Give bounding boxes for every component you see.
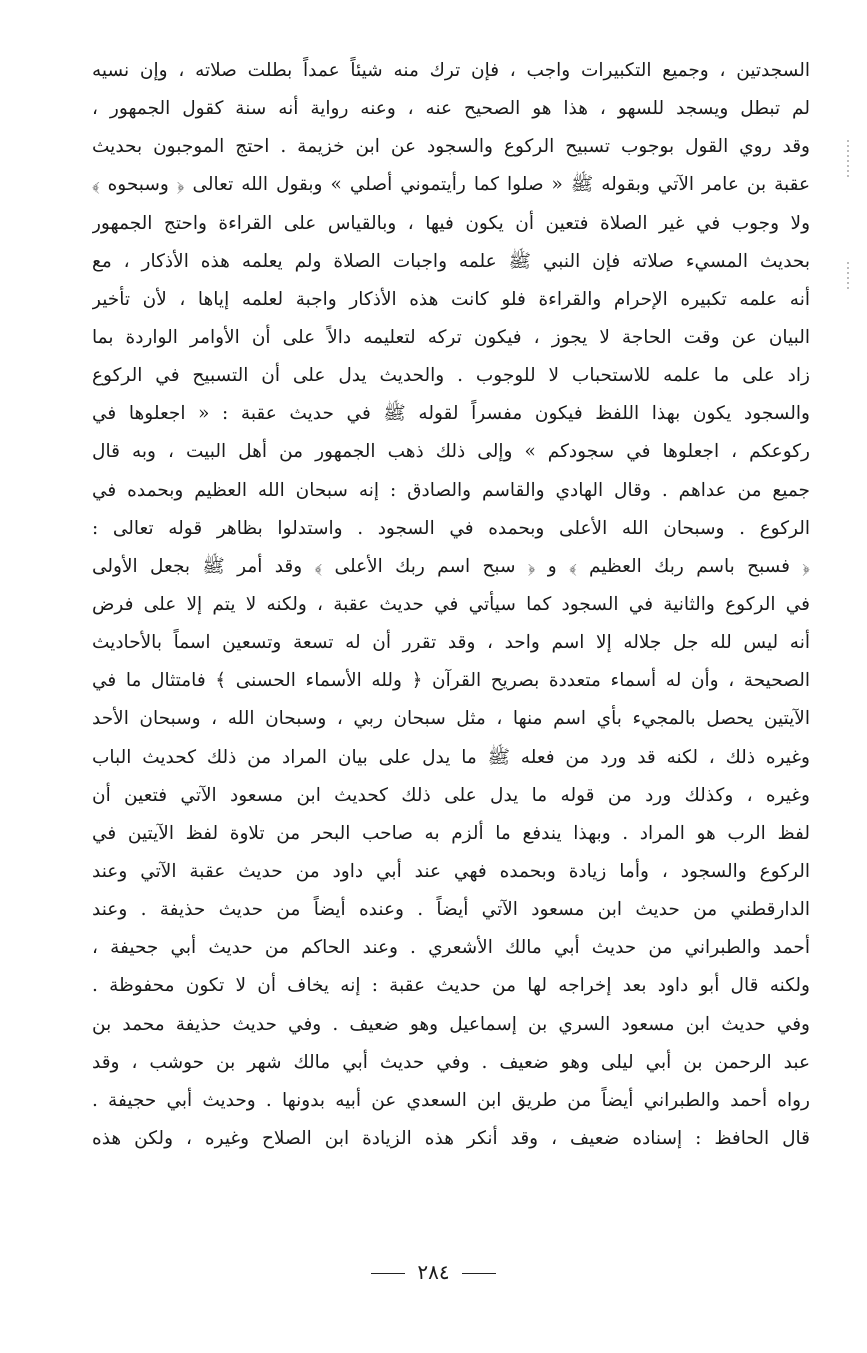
text-line: البيان عن وقت الحاجة لا يجوز ، فيكون تركه لتعليمه دالاً على أن الأوامر الواردة بما <box>92 326 810 348</box>
text-line: لفظ الرب هو المراد . وبهذا يندفع ما ألزم به صاحب البحر من تلاوة لفظ الآيتين في <box>92 822 810 844</box>
text-line: قال الحافظ : إسناده ضعيف ، وقد أنكر هذه الزيادة ابن الصلاح وغيره ، ولكن هذه <box>92 1127 810 1149</box>
page-number-dash <box>371 1273 405 1274</box>
body-text <box>92 52 810 1158</box>
text-line: الركوع . وسبحان الله الأعلى وبحمده في السجود . واستدلوا بظاهر قوله تعالى : <box>92 517 810 539</box>
text-line: ولكنه قال أبو داود بعد إخراجه لها من حديث عقبة : إنه يخاف أن لا تكون محفوظة . <box>92 975 810 997</box>
text-line: بحديث المسيء صلاته فإن النبي ﷺ علمه واجبات الصلاة ولم يعلمه هذه الأذكار ، مع <box>92 250 810 272</box>
text-line: السجدتين ، وجميع التكبيرات واجب ، فإن ترك منه شيئاً عمداً بطلت صلاته ، وإن نسيه <box>92 60 810 81</box>
scan-edge-mark <box>847 262 849 292</box>
text-line: جميع من عداهم . وقال الهادي والقاسم والصادق : إنه سبحان الله العظيم وبحمده في <box>92 479 810 501</box>
text-line: رواه أحمد والطبراني أيضاً من طريق ابن السعدي عن أبيه بدونها . وحديث أبي حجيفة . <box>92 1089 810 1111</box>
text-line: أنه ليس لله جل جلاله إلا اسم واحد ، وقد تقرر أن له تسعة وتسعين اسماً بالأحاديث <box>92 632 810 654</box>
text-line: الصحيحة ، وأن له أسماء متعددة بصريح القرآن ﴿ ولله الأسماء الحسنى ﴾ فامتثال ما في <box>92 670 810 692</box>
text-line: والسجود يكون بهذا اللفظ فيكون مفسراً لقوله ﷺ في حديث عقبة : « اجعلوها في <box>92 403 810 425</box>
text-line: وغيره ذلك ، لكنه قد ورد من فعله ﷺ ما يدل على بيان المراد من ذلك كحديث الباب <box>92 746 810 768</box>
text-line: الدارقطني من حديث ابن مسعود الآتي أيضاً . وعنده أيضاً من حديث حذيفة . وعند <box>92 899 810 921</box>
text-line: أنه علمه تكبيره الإحرام والقراءة فلو كانت هذه الأذكار واجبة لعلمه إياها ، لأن تأخير <box>92 288 810 310</box>
page-number-footer <box>0 1260 867 1284</box>
text-line: أحمد والطبراني من حديث أبي مالك الأشعري . وعند الحاكم من حديث أبي جحيفة ، <box>92 937 810 959</box>
page-number-dash <box>462 1273 496 1274</box>
text-line: ﴿ فسبح باسم ربك العظيم ﴾ و ﴿ سبح اسم ربك الأعلى ﴾ وقد أمر ﷺ بجعل الأولى <box>92 555 810 577</box>
text-line: عبد الرحمن بن أبي ليلى وهو ضعيف . وفي حديث أبي مالك شهر بن حوشب ، وقد <box>92 1051 810 1073</box>
text-line: في الركوع والثانية في السجود كما سيأتي في حديث عقبة ، ولكنه لا يتم إلا على فرض <box>92 593 810 615</box>
text-line: الركوع والسجود ، وأما زيادة وبحمده فهي عند أبي داود من حديث عقبة الآتي وعند <box>92 860 810 882</box>
text-line: وقد روي القول بوجوب تسبيح الركوع والسجود عن ابن خزيمة . احتج الموجبون بحديث <box>92 136 810 158</box>
text-line: عقبة بن عامر الآتي وبقوله ﷺ « صلوا كما رأيتموني أصلي » وبقول الله تعالى ﴿ وسبحوه ﴾ <box>92 174 810 196</box>
text-line: ولا وجوب في غير الصلاة فتعين أن يكون فيها ، وبالقياس على القراءة واحتج الجمهور <box>92 212 810 234</box>
text-line: لم تبطل ويسجد للسهو ، هذا هو الصحيح عنه ، وعنه رواية أنه سنة كقول الجمهور ، <box>92 98 810 120</box>
page-number: ٢٨٤ <box>417 1260 450 1284</box>
text-line: زاد على ما علمه للاستحباب لا للوجوب . والحديث يدل على أن التسبيح في الركوع <box>92 365 810 387</box>
scan-edge-mark <box>847 140 849 180</box>
text-line: الآيتين يحصل بالمجيء بأي اسم منها ، مثل سبحان ربي ، وسبحان الله ، وسبحان الأحد <box>92 708 810 730</box>
text-line: وغيره ، وكذلك ورد من قوله ما يدل على ذلك كحديث ابن مسعود الآتي فتعين أن <box>92 784 810 806</box>
text-line: ركوعكم ، اجعلوها في سجودكم » وإلى ذلك ذهب الجمهور من أهل البيت ، وبه قال <box>92 441 810 463</box>
text-line: وفي حديث ابن مسعود السري بن إسماعيل وهو ضعيف . وفي حديث حذيفة محمد بن <box>92 1013 810 1035</box>
